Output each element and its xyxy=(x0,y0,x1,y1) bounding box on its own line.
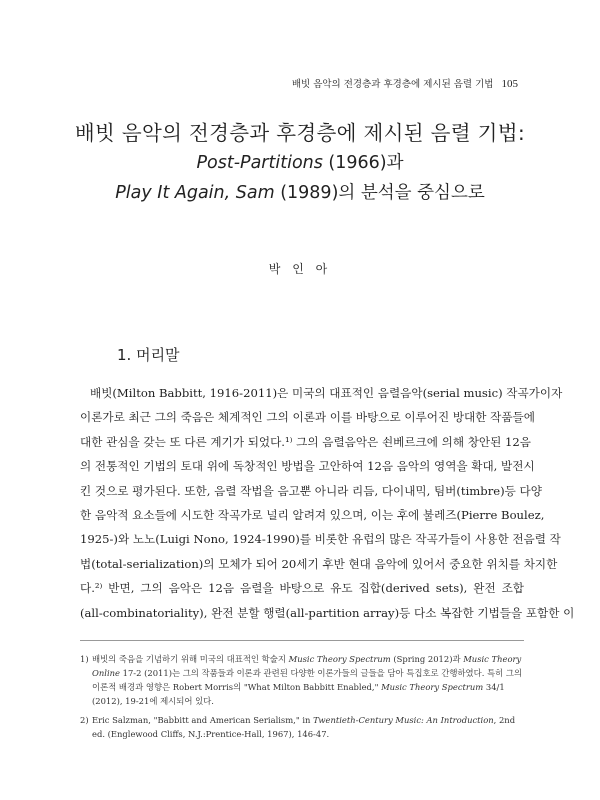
title-line-3 xyxy=(60,178,540,208)
title-line-3-rest: (1989)의 분석을 중심으로 xyxy=(274,183,485,203)
footnote-text: , 2nd ed. (Englewood Cliffs, N.J.:Prentice-Hall, 1967), 146-47. xyxy=(92,715,516,739)
body-line: 1925-)와 노노(Luigi Nono, 1924-1990)를 비롯한 유럽의 많은 작곡가들이 사용한 전음렬 작 xyxy=(80,532,561,547)
footnote-text: 배빗의 죽음을 기념하기 위해 미국의 대표적인 학술지 xyxy=(92,654,289,664)
footnote-2 xyxy=(80,713,524,741)
body-line: (all-combinatoriality), 완전 분할 행렬(all-partition array)등 다소 복잡한 기법들을 포함한 이 xyxy=(80,605,575,620)
section-heading: 1. 머리말 xyxy=(117,346,180,364)
footnote-text: (Spring 2012)과 xyxy=(390,654,464,664)
body-line: 배빗(Milton Babbitt, 1916-2011)은 미국의 대표적인 음렬음악(serial music) 작곡가이자 xyxy=(90,386,563,400)
footnote-text: 17-2 (2011)는 그의 작품들과 이론과 관련된 다양한 이론가들의 글들을 담아 특집호로 간행하였다. 특히 그의 이론적 배경과 영향은 Robert Morris의 "What Milton Babbitt Enabled," xyxy=(92,668,523,692)
body-line: 이론가로 최근 그의 죽음은 체계적인 그의 이론과 이를 바탕으로 이루어진 방대한 작품들에 xyxy=(80,410,535,425)
article-title xyxy=(60,118,540,208)
body-line: 한 음악적 요소들에 시도한 작곡가로 널리 알려져 있으며, 이는 후에 불레즈(Pierre Boulez, xyxy=(80,507,545,522)
running-head-title: 배빗 음악의 전경층과 후경층에 제시된 음렬 기법 xyxy=(291,79,494,90)
body-line: 킨 것으로 평가된다. 또한, 음렬 작법을 음고뿐 아니라 리듬, 다이내믹, 팀버(timbre)등 다양 xyxy=(80,483,542,498)
title-line-1: 배빗 음악의 전경층과 후경층에 제시된 음렬 기법: xyxy=(74,121,526,145)
footnote-italic: Music Theory Online xyxy=(92,654,522,678)
footnotes xyxy=(80,652,524,746)
body-line: 법(total-serialization)의 모체가 되어 20세기 후반 현대 음악에 있어서 중요한 위치를 차지한 xyxy=(80,556,558,571)
footnote-text: Eric Salzman, "Babbitt and American Serialism," in xyxy=(92,715,314,725)
title-line-2-rest: (1966)과 xyxy=(322,153,404,173)
footnote-italic: Music Theory Spectrum xyxy=(381,682,484,692)
footnote-text: 34/1 (2012), 19-21에 제시되어 있다. xyxy=(92,682,505,706)
footnote-number: 2) xyxy=(80,715,89,725)
footnote-divider xyxy=(80,640,524,641)
footnote-1 xyxy=(80,652,524,708)
title-line-2 xyxy=(60,148,540,178)
author-name: 박 인 아 xyxy=(268,262,332,276)
body-line: 대한 관심을 갖는 또 다른 계기가 되었다.¹⁾ 그의 음렬음악은 쇤베르크에 의해 창안된 12음 xyxy=(80,434,531,449)
title-work-1: Post-Partitions xyxy=(196,153,323,173)
title-work-2: Play It Again, Sam xyxy=(115,183,275,203)
footnote-italic: Twentieth-Century Music: An Introduction xyxy=(313,715,494,725)
page-number: 105 xyxy=(501,78,518,90)
footnote-number: 1) xyxy=(80,654,89,664)
body-paragraph xyxy=(80,381,575,625)
footnote-italic: Music Theory Spectrum xyxy=(288,654,391,664)
running-head xyxy=(292,76,518,90)
body-line: 의 전통적인 기법의 토대 위에 독창적인 방법을 고안하여 12음 음악의 영역을 확대, 발전시 xyxy=(80,459,535,474)
body-line: 다.²⁾ 반면, 그의 음악은 12음 음렬을 바탕으로 유도 집합(derived sets), 완전 조합 xyxy=(80,581,524,596)
